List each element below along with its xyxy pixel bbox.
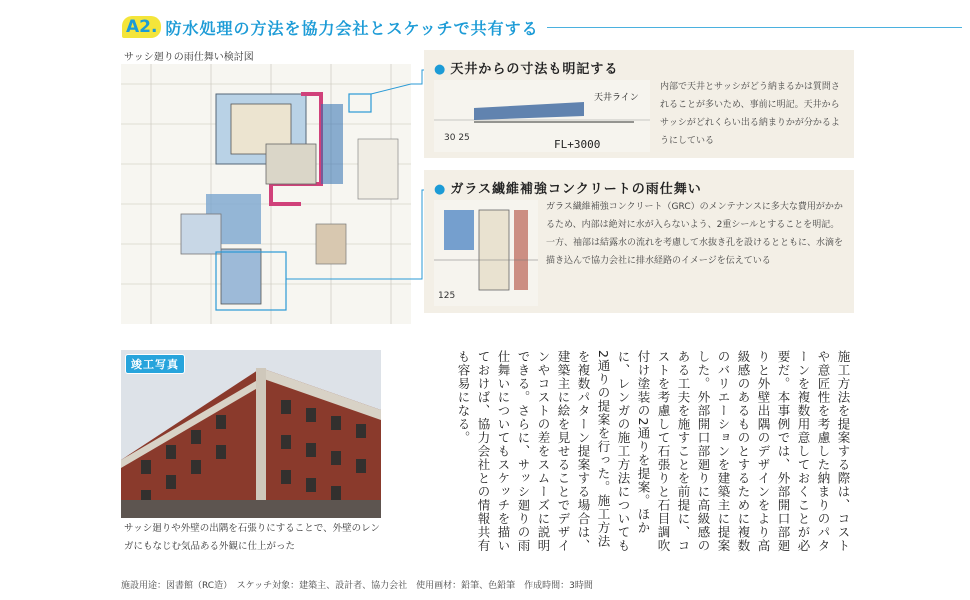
- svg-text:30 25: 30 25: [444, 133, 470, 143]
- card-text-ceiling: 内部で天井とサッシがどう納まるかは質問されることが多いため、事前に明記。天井からサッシがどれくらい出る納まりかが分かるようにしている: [660, 82, 840, 146]
- card-title-grc: [434, 178, 702, 197]
- card-image-grc: [434, 200, 538, 306]
- callout-card-ceiling: [424, 50, 854, 158]
- body-text: 施工方法を提案する際は、コストや意匠性を考慮した納まりのパターンを複数用意しておくことが必要だ。本事例では、外部開口部廻りと外壁出隅のデザインをより高級感のあるものとするために複数のバリエーションを建築主に提案した。外部開口部廻りに高級感のある工夫を施すことを前提に、コストを考慮して石張りと石目調吹付け塗装の2通りを提案。ほかに、レンガの施工方法についても2通りの提案を行った。施工方法を複数パターン提案する場合は、建築主に絵を見せることでデザインやコストの差をスムーズに説明できる。さらに、サッシ廻りの雨仕舞いについてもスケッチを描いておけば、協力会社との情報共有も容易になる。: [456, 350, 851, 553]
- completion-photo: [121, 350, 381, 518]
- bullet-dot-icon: ●: [434, 62, 447, 77]
- svg-text:125: 125: [438, 291, 456, 301]
- card-title-ceiling: [434, 58, 618, 77]
- bullet-dot-icon: ●: [434, 182, 447, 197]
- card-title-text: ガラス繊維補強コンクリートの雨仕舞い: [450, 182, 702, 197]
- footer-meta: 施設用途：図書館（RC造） スケッチ対象：建築主、設計者、協力会社 使用画材：鉛筆、色鉛筆 作成時間：3時間: [121, 581, 593, 591]
- section-title: 防水処理の方法を協力会社とスケッチで共有する: [165, 18, 539, 38]
- photo-badge: 竣工写真: [125, 354, 185, 374]
- card-title-text: 天井からの寸法も明記する: [450, 62, 619, 77]
- section-badge: A2.: [122, 16, 161, 38]
- callout-card-grc: [424, 170, 854, 313]
- sketch-note-fl: FL+3000: [554, 138, 601, 151]
- sketch-label: サッシ廻りの雨仕舞い検討図: [124, 52, 254, 63]
- photo-caption: サッシ廻りや外壁の出隅を石張りにすることで、外壁のレンガにもなじむ気品ある外観に仕上がった: [124, 523, 380, 552]
- card-image-ceiling: [434, 80, 650, 152]
- sketch-note-ceiling: 天井ライン: [594, 93, 639, 103]
- card-text-grc: ガラス繊維補強コンクリート（GRC）のメンテナンスに多大な費用がかかるため、内部は絶対に水が入らないよう、2重シールとすることを明記。一方、袖部は結露水の流れを考慮して水抜き孔を設けるとともに、水滴を描き込んで協力会社に排水経路のイメージを伝えている: [546, 202, 844, 266]
